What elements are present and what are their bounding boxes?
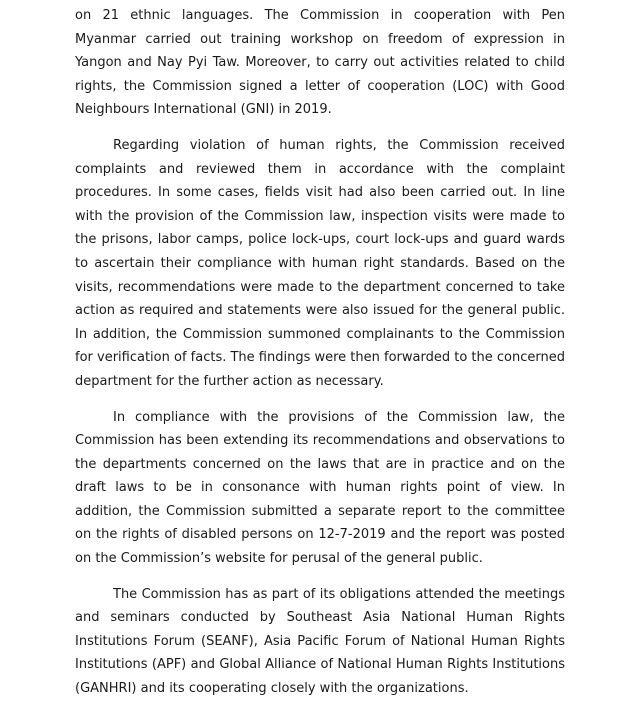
- document-page: [75, 4, 565, 713]
- paragraph-recommendations: In compliance with the provisions of the Commission law, the Commission has been extending its recommendations and observations to the departments concerned on the laws that are in practice and on the draft laws to be in consonance with human rights point of view. In addition, the Commission submitted a separate report to the committee on the rights of disabled persons on 12-7-2019 and the report was posted on the Commission’s website for perusal of the general public.: [75, 409, 565, 567]
- paragraph-continuation: on 21 ethnic languages. The Commission in cooperation with Pen Myanmar carried out training workshop on freedom of expression in Yangon and Nay Pyi Taw. Moreover, to carry out activities related to child rights, the Commission signed a letter of cooperation (LOC) with Good Neighbours International (GNI) in 2019.: [75, 8, 565, 118]
- paragraph-international-cooperation: The Commission has as part of its obligations attended the meetings and seminars conducted by Southeast Asia National Human Rights Institutions Forum (SEANF), Asia Pacific Forum of National Human Rights Institutions (APF) and Global Alliance of National Human Rights Institutions (GANHRI) and its cooperating closely with the organizations.: [75, 586, 565, 697]
- paragraph-complaints: Regarding violation of human rights, the Commission received complaints and reviewed them in accordance with the complaint procedures. In some cases, fields visit had also been carried out. In line with the provision of the Commission law, inspection visits were made to the prisons, labor camps, police lock-ups, court lock-ups and guard wards to ascertain their compliance with human right standards. Based on the visits, recommendations were made to the department concerned to take action as required and statements were also issued for the general public. In addition, the Commission summoned complainants to the Commission for verification of facts. The findings were then forwarded to the concerned department for the further action as necessary.: [75, 137, 565, 389]
